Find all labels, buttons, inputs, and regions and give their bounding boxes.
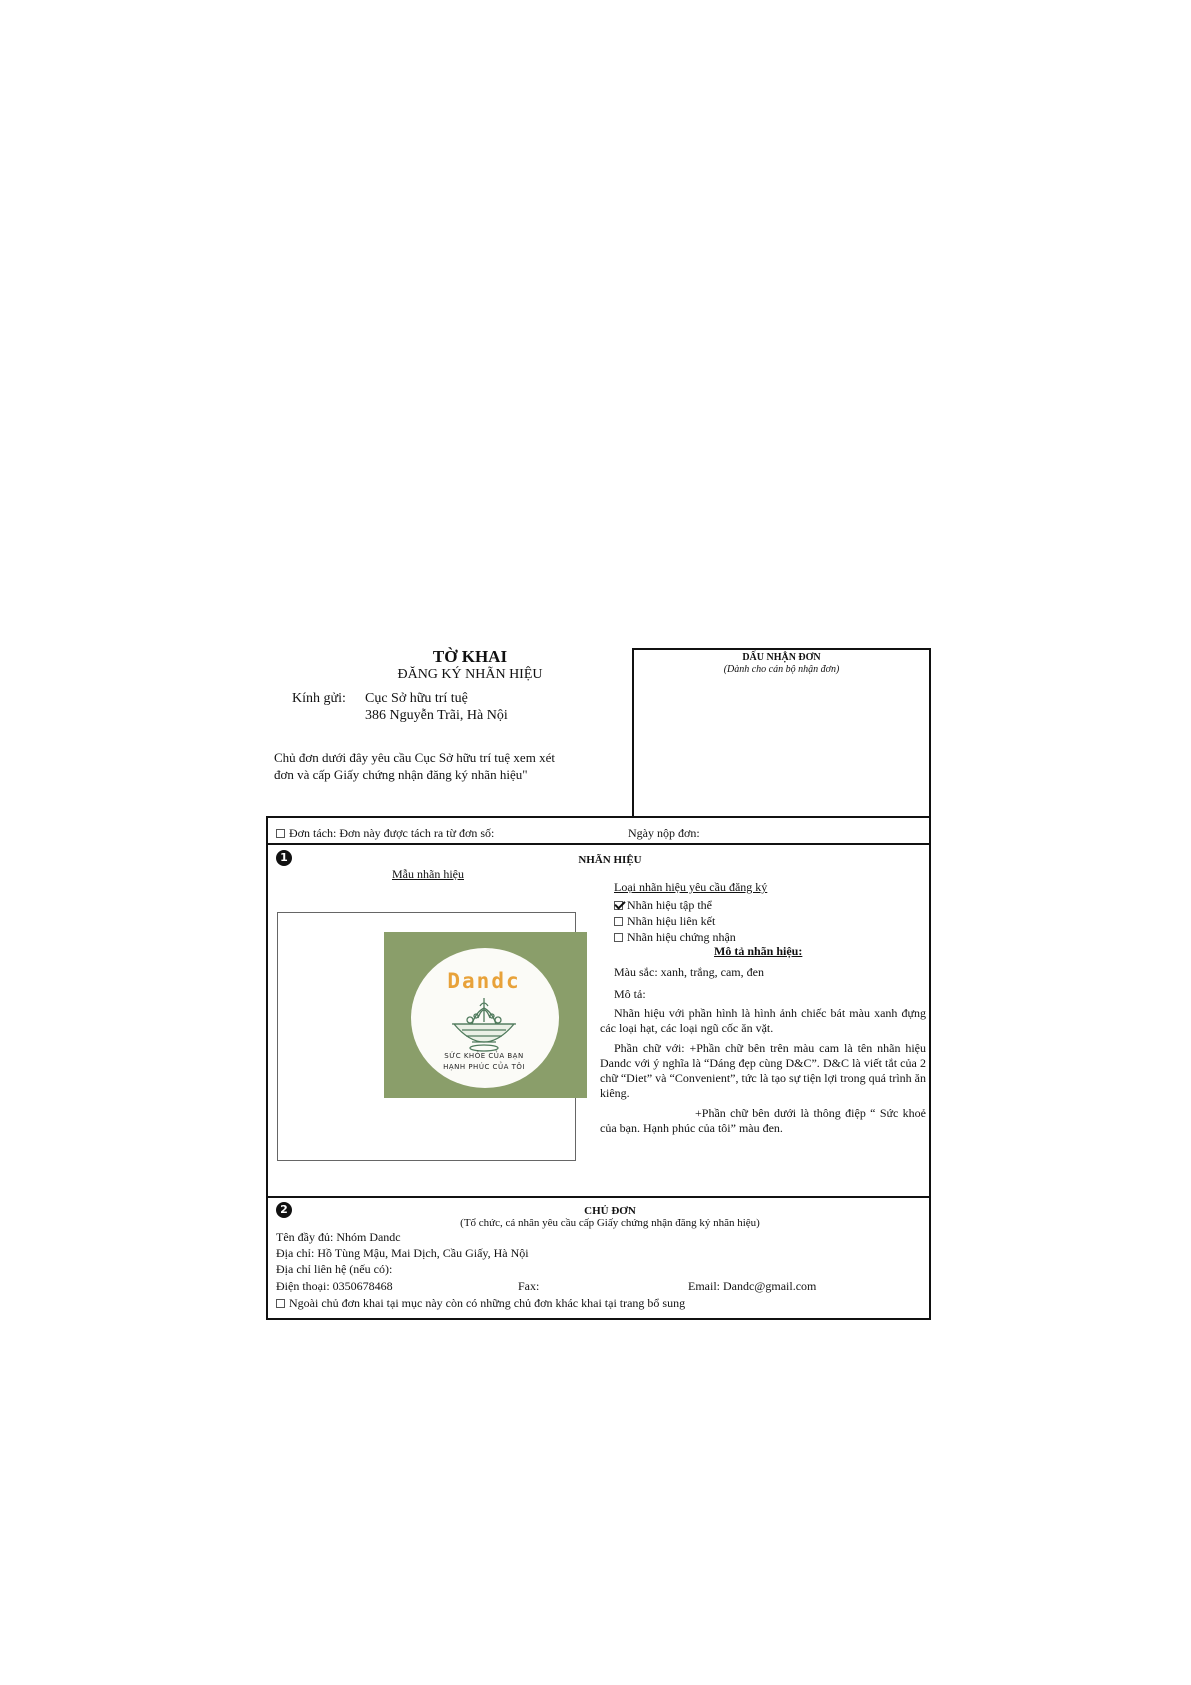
filing-date-label: Ngày nộp đơn: (628, 826, 700, 840)
applicant-name: Tên đầy đủ: Nhóm Dandc (276, 1230, 401, 1244)
other-owners-row (276, 1296, 685, 1311)
logo-tagline-1: SỨC KHỎE CỦA BẠN (444, 1052, 524, 1060)
form-title: TỜ KHAI (432, 647, 508, 666)
section2-number-badge: 2 (276, 1202, 292, 1218)
section1-number-badge: 1 (276, 850, 292, 866)
description-para-1: Nhãn hiệu với phần hình là hình ảnh chiếc bát màu xanh đựng các loại hạt, các loại ngũ cốc ăn vặt. (600, 1006, 926, 1035)
recipient-address: 386 Nguyễn Trãi, Hà Nội (365, 708, 508, 723)
logo-tagline-2: HẠNH PHÚC CỦA TÔI (443, 1063, 525, 1071)
description-label: Mô tả: (614, 987, 646, 1001)
divider-section2 (266, 1196, 931, 1198)
type-option-collective[interactable] (614, 898, 712, 913)
type-heading: Loại nhãn hiệu yêu cầu đăng ký (614, 880, 768, 894)
applicant-address: Địa chỉ: Hồ Tùng Mậu, Mai Dịch, Cầu Giấy, Hà Nội (276, 1246, 529, 1260)
split-checkbox[interactable] (276, 829, 285, 838)
description-para-3: +Phần chữ bên dưới là thông điệp “ Sức khoẻ của bạn. Hạnh phúc của tôi” màu đen. (600, 1106, 926, 1135)
applicant-fax: Fax: (518, 1279, 540, 1293)
brand-logo (384, 932, 587, 1098)
description-heading: Mô tả nhãn hiệu: (714, 944, 803, 958)
type-option-certification[interactable] (614, 930, 736, 945)
stamp-box-subtitle: (Dành cho cán bộ nhận đơn) (723, 664, 840, 675)
description-text (600, 1006, 926, 1136)
recipient-label: Kính gửi: (292, 691, 346, 706)
split-label: Đơn tách: Đơn này được tách ra từ đơn số: (289, 826, 495, 840)
certification-checkbox[interactable] (614, 933, 623, 942)
sample-label: Mẫu nhãn hiệu (392, 867, 464, 881)
associated-checkbox[interactable] (614, 917, 623, 926)
applicant-phone: Điện thoại: 0350678468 (276, 1279, 393, 1293)
section2-subtitle: (Tổ chức, cá nhân yêu cầu cấp Giấy chứng nhận đăng ký nhãn hiệu) (460, 1217, 760, 1229)
collective-checkbox[interactable] (614, 901, 623, 910)
logo-brand-text: Dandc (447, 969, 521, 993)
divider-split-row (266, 843, 931, 845)
applicant-email: Email: Dandc@gmail.com (688, 1279, 817, 1293)
section1-title: NHÃN HIỆU (578, 854, 642, 866)
section2-title: CHỦ ĐƠN (584, 1205, 636, 1217)
type-option-label: Nhãn hiệu tập thể (627, 898, 712, 912)
other-owners-checkbox[interactable] (276, 1299, 285, 1308)
request-line-1: Chủ đơn dưới đây yêu cầu Cục Sở hữu trí tuệ xem xét (274, 750, 555, 765)
stamp-box-title: DẤU NHẬN ĐƠN (742, 652, 821, 663)
other-owners-label: Ngoài chủ đơn khai tại mục này còn có những chủ đơn khác khai tại trang bổ sung (289, 1296, 686, 1310)
type-option-label: Nhãn hiệu chứng nhận (627, 930, 736, 944)
recipient-name: Cục Sở hữu trí tuệ (365, 691, 468, 706)
contact-address: Địa chỉ liên hệ (nếu có): (276, 1262, 393, 1276)
description-para-2: Phần chữ với: +Phần chữ bên trên màu cam là tên nhãn hiệu Dandc với ý nghĩa là “Dáng đẹp cùng D&C”. D&C là viết tắt của 2 chữ “Diet” và “Convenient”, tức là tạo sự tiện lợi trong quá trình ăn kiêng. (600, 1041, 926, 1100)
split-application-row (276, 826, 494, 841)
type-option-associated[interactable] (614, 914, 715, 929)
type-option-label: Nhãn hiệu liên kết (627, 914, 716, 928)
request-line-2: đơn và cấp Giấy chứng nhận đăng ký nhãn hiệu" (274, 767, 528, 782)
form-subtitle: ĐĂNG KÝ NHÃN HIỆU (397, 667, 543, 682)
colors-line: Màu sắc: xanh, trắng, cam, đen (614, 965, 764, 979)
